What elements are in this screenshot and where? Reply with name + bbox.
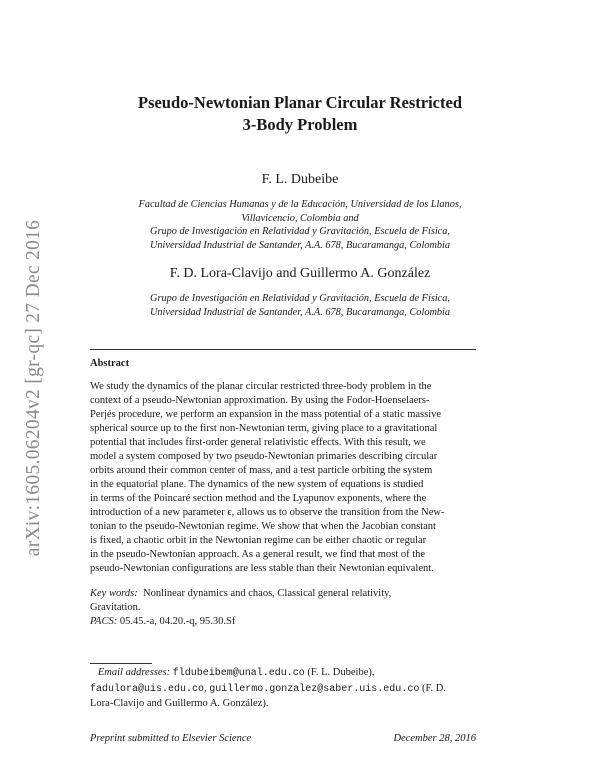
pacs-codes: 05.45.-a, 04.20.-q, 95.30.Sf bbox=[119, 616, 236, 627]
footnote-rule bbox=[90, 663, 152, 664]
keywords-block bbox=[90, 587, 391, 629]
abstract-line: spherical source up to the first non-Newtonian term, giving place to a gravitational bbox=[90, 423, 438, 434]
email-link[interactable]: guillermo.gonzalez@saber.uis.edu.co bbox=[209, 683, 420, 695]
author-1: F. L. Dubeibe bbox=[261, 172, 339, 187]
email-link[interactable]: fldubeibem@unal.edu.co bbox=[172, 668, 305, 679]
footnote: Email addresses: fldubeibem@unal.edu.co (F. L. Dubeibe), fadulora@uis.edu.co, guillermo.gonzalez@saber.uis.edu.co (F. D. Lora-Clavijo and Guillermo A. González). bbox=[90, 666, 446, 712]
title-line-2: 3-Body Problem bbox=[242, 115, 358, 134]
abstract-line: pseudo-Newtonian configurations are less stable than their Newtonian equivalent. bbox=[90, 563, 434, 574]
abstract-line: in terms of the Poincaré section method and the Lyapunov exponents, where the bbox=[90, 493, 427, 504]
affiliation-line: Grupo de Investigación en Relatividad y Gravitación, Escuela de Física, bbox=[150, 226, 450, 237]
abstract-top-rule bbox=[90, 349, 476, 350]
keywords-label: Key words: bbox=[90, 588, 138, 599]
date: December 28, 2016 bbox=[393, 733, 476, 744]
email-owner: (F. L. Dubeibe), bbox=[307, 667, 375, 678]
title-line-1: Pseudo-Newtonian Planar Circular Restricted bbox=[137, 93, 462, 112]
abstract-line: Perjés procedure, we perform an expansion in the mass potential of a static massive bbox=[90, 409, 442, 420]
email-label: Email addresses: bbox=[97, 667, 171, 678]
abstract-line: model a system composed by two pseudo-Newtonian primaries describing circular bbox=[90, 451, 438, 462]
affiliation-line: Villavicencio, Colombia and bbox=[241, 212, 359, 224]
affiliation-line: Universidad Industrial de Santander, A.A. 678, Bucaramanga, Colombia bbox=[149, 239, 451, 251]
email-owner: (F. D. bbox=[421, 682, 446, 694]
abstract-line: We study the dynamics of the planar circular restricted three-body problem in the bbox=[90, 381, 432, 392]
affiliation-line: Grupo de Investigación en Relatividad y Gravitación, Escuela de Física, bbox=[150, 293, 450, 304]
affiliation-line: Universidad Industrial de Santander, A.A. 678, Bucaramanga, Colombia bbox=[149, 306, 451, 318]
affiliation-line: Facultad de Ciencias Humanas y de la Educación, Universidad de los Llanos, bbox=[138, 199, 462, 210]
abstract-line: in the pseudo-Newtonian approach. As a general result, we find that most of the bbox=[90, 549, 426, 560]
abstract-heading: Abstract bbox=[90, 358, 130, 369]
keywords-line-2: Gravitation. bbox=[90, 602, 141, 613]
abstract-line: context of a pseudo-Newtonian approximation. By using the Fodor-Hoenselaers- bbox=[90, 395, 430, 406]
abstract-line: tonian to the pseudo-Newtonian regime. We show that when the Jacobian constant bbox=[90, 521, 436, 532]
pacs-label: PACS: bbox=[90, 616, 118, 627]
author-2: F. D. Lora-Clavijo and Guillermo A. González bbox=[169, 266, 431, 281]
abstract-line: introduction of a new parameter ϵ, allows us to observe the transition from the New- bbox=[90, 507, 445, 518]
abstract-line: potential that includes first-order general relativistic effects. With this result, we bbox=[90, 437, 426, 448]
email-link[interactable]: fadulora@uis.edu.co bbox=[90, 683, 205, 695]
abstract-line: is fixed, a chaotic orbit in the Newtonian regime can be either chaotic or regular bbox=[90, 535, 427, 546]
affiliation-2 bbox=[90, 292, 510, 319]
keywords-line-1: Nonlinear dynamics and chaos, Classical general relativity, bbox=[142, 588, 392, 599]
email-owner: Lora-Clavijo and Guillermo A. González). bbox=[90, 698, 269, 709]
arxiv-identifier: arXiv:1605.06204v2 [gr-qc] 27 Dec 2016 bbox=[23, 219, 44, 557]
preprint-note: Preprint submitted to Elsevier Science bbox=[90, 733, 252, 744]
abstract-line: orbits around their common center of mass, and a test particle orbiting the system bbox=[90, 465, 433, 476]
affiliation-1 bbox=[90, 198, 510, 252]
paper-title bbox=[60, 92, 540, 136]
abstract-body bbox=[90, 380, 476, 576]
abstract-line: in the equatorial plane. The dynamics of the new system of equations is studied bbox=[90, 479, 424, 490]
